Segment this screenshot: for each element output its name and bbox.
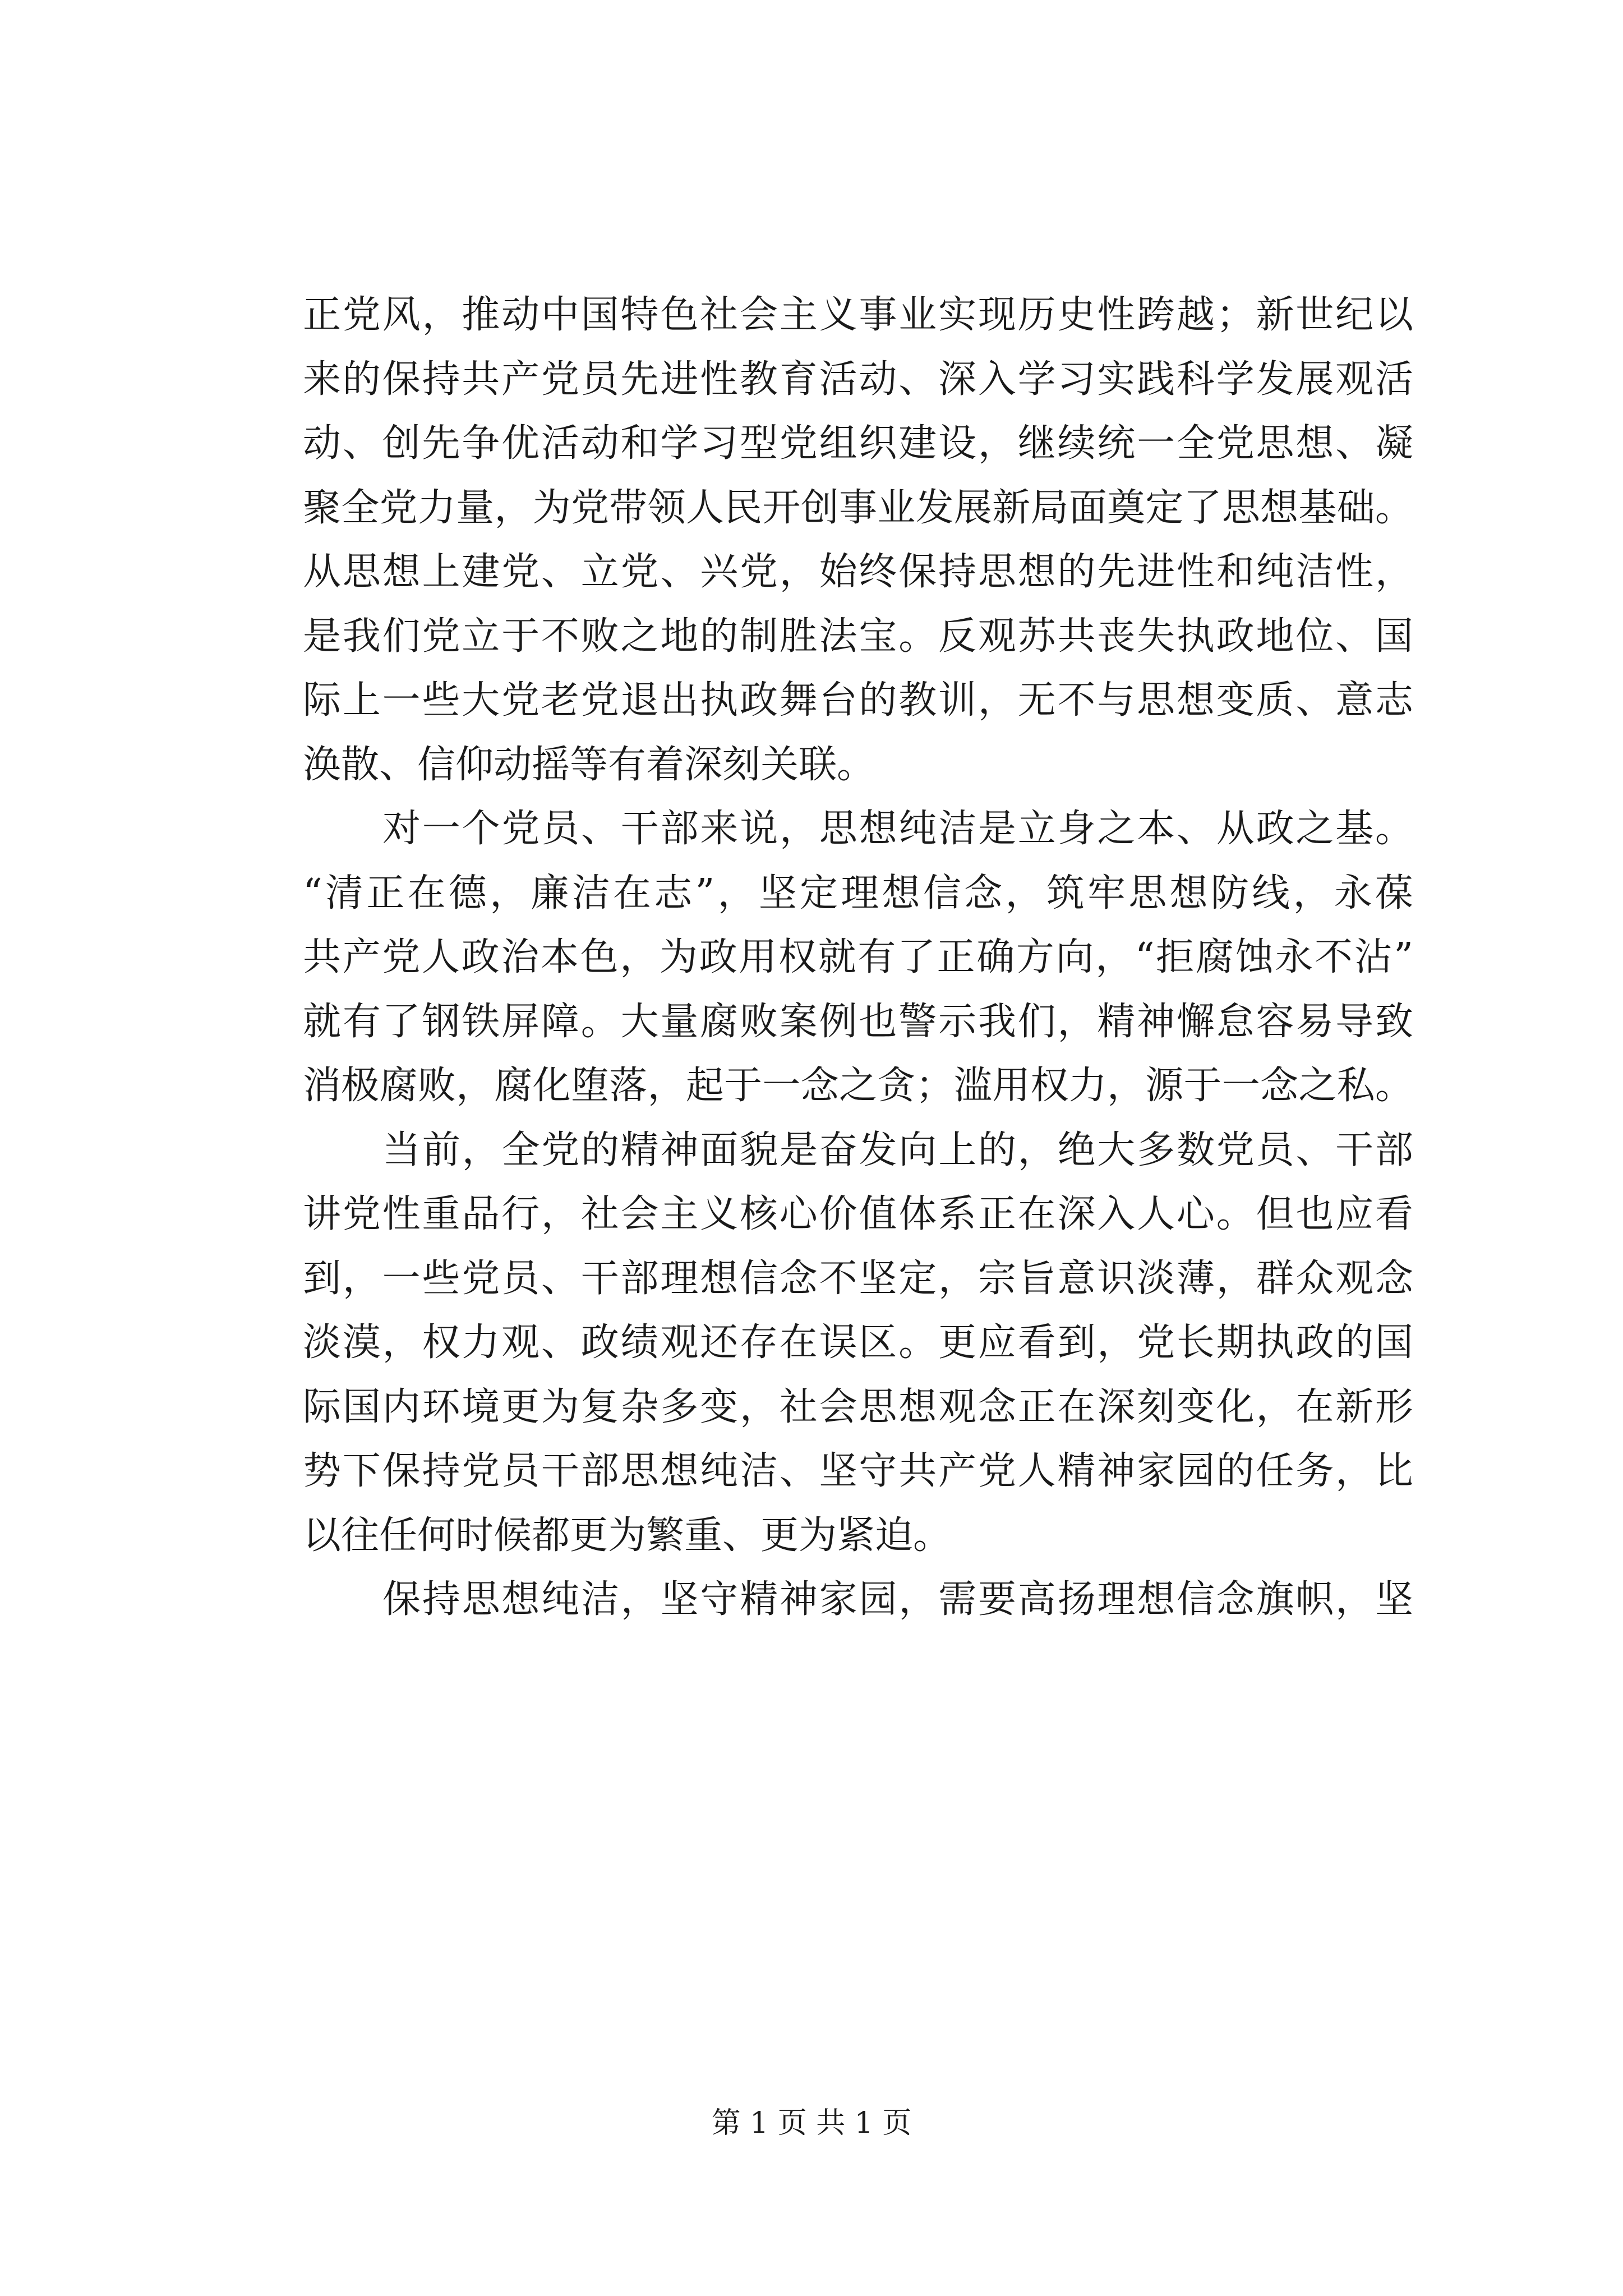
body-text	[303, 283, 1413, 1632]
text-line: 来的保持共产党员先进性教育活动、深入学习实践科学发展观活	[303, 357, 1413, 402]
text-line: 是我们党立于不败之地的制胜法宝。反观苏共丧失执政地位、国	[303, 614, 1413, 659]
text-line: 共产党人政治本色，为政用权就有了正确方向，“拒腐蚀永不沾”	[303, 935, 1413, 979]
text-line: 际国内环境更为复杂多变，社会思想观念正在深刻变化，在新形	[303, 1384, 1413, 1429]
text-line: 以往任何时候都更为繁重、更为紧迫。	[303, 1513, 952, 1558]
text-line: 势下保持党员干部思想纯洁、坚守共产党人精神家园的任务，比	[303, 1449, 1413, 1493]
text-line: 消极腐败，腐化堕落，起于一念之贪；滥用权力，源于一念之私。	[303, 1064, 1413, 1108]
text-line: 动、创先争优活动和学习型党组织建设，继续统一全党思想、凝	[303, 421, 1413, 466]
text-line: 对一个党员、干部来说，思想纯洁是立身之本、从政之基。	[382, 807, 1413, 851]
text-line: 就有了钢铁屏障。大量腐败案例也警示我们，精神懈怠容易导致	[303, 999, 1413, 1044]
text-line: 淡漠，权力观、政绩观还存在误区。更应看到，党长期执政的国	[303, 1320, 1413, 1365]
text-line: 涣散、信仰动摇等有着深刻关联。	[303, 742, 875, 787]
text-line: 当前，全党的精神面貌是奋发向上的，绝大多数党员、干部	[382, 1128, 1413, 1172]
page-footer	[0, 2104, 1623, 2143]
text-line: 聚全党力量，为党带领人民开创事业发展新局面奠定了思想基础。	[303, 485, 1413, 530]
text-line: “清正在德，廉洁在志”，坚定理想信念，筑牢思想防线，永葆	[303, 871, 1413, 915]
text-line: 到，一些党员、干部理想信念不坚定，宗旨意识淡薄，群众观念	[303, 1256, 1413, 1301]
text-line: 保持思想纯洁，坚守精神家园，需要高扬理想信念旗帜，坚	[382, 1577, 1413, 1622]
text-line: 际上一些大党老党退出执政舞台的教训，无不与思想变质、意志	[303, 678, 1413, 723]
text-line: 讲党性重品行，社会主义核心价值体系正在深入人心。但也应看	[303, 1192, 1413, 1236]
text-line: 正党风，推动中国特色社会主义事业实现历史性跨越；新世纪以	[303, 293, 1413, 337]
page-number-label: 第 1 页 共 1 页	[711, 2106, 912, 2140]
text-line: 从思想上建党、立党、兴党，始终保持思想的先进性和纯洁性，	[303, 550, 1413, 594]
